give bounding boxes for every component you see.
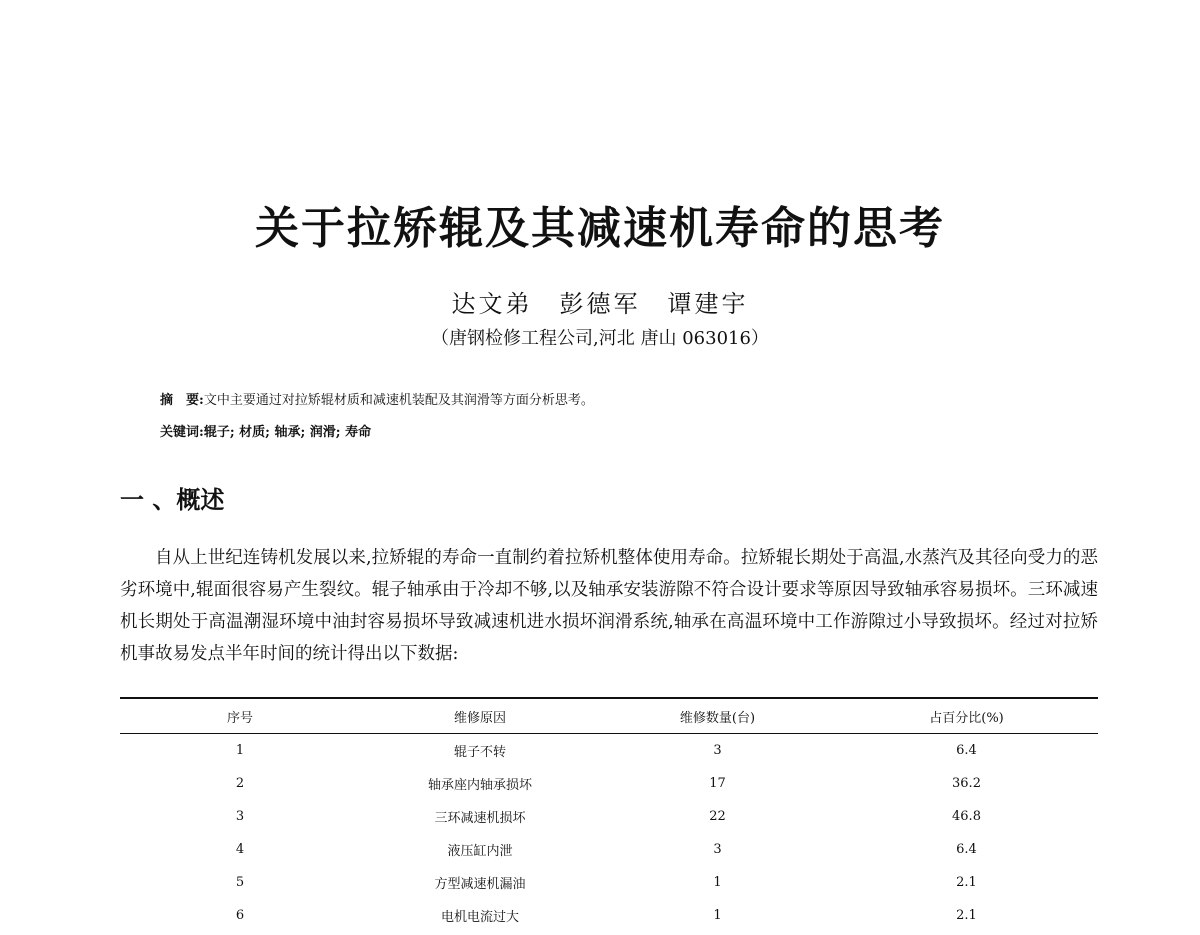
keywords xyxy=(160,421,371,440)
table-row xyxy=(120,866,1098,899)
keywords-label: 关键词: xyxy=(160,425,204,440)
table-cell: 三环减速机损坏 xyxy=(434,811,526,826)
table-cell: 辊子不转 xyxy=(453,745,506,760)
table-cell: 2.1 xyxy=(956,908,977,923)
table-cell: 6.4 xyxy=(956,743,977,758)
paper-title: 关于拉矫辊及其减速机寿命的思考 xyxy=(255,203,945,254)
section-paragraph: 自从上世纪连铸机发展以来,拉矫辊的寿命一直制约着拉矫机整体使用寿命。拉矫辊长期处于高温,水蒸汽及其径向受力的恶劣环境中,辊面很容易产生裂纹。辊子轴承由于冷却不够,以及轴承安装游隙不符合设计要求等原因导致轴承容易损坏。三环减速机长期处于高温潮湿环境中油封容易损坏导致减速机进水损坏润滑系统,轴承在高温环境中工作游隙过小导致损坏。经过对拉矫机事故易发点半年时间的统计得出以下数据: xyxy=(120,548,1098,664)
table-cell: 6.4 xyxy=(956,842,977,857)
table-cell: 1 xyxy=(713,875,722,890)
header-cell: 占百分比(%) xyxy=(929,710,1004,726)
statistics-table xyxy=(120,697,1098,932)
authors: 达文弟 彭德军 谭建宇 xyxy=(451,290,749,318)
abstract xyxy=(160,389,594,408)
table-cell: 2.1 xyxy=(956,875,977,890)
table-cell: 22 xyxy=(709,809,726,824)
table-cell: 3 xyxy=(235,809,245,824)
header-cell: 序号 xyxy=(226,710,253,726)
table-row xyxy=(120,767,1098,800)
table-row xyxy=(120,800,1098,833)
table-cell: 1 xyxy=(713,908,722,923)
abstract-label: 摘 要: xyxy=(160,393,204,408)
header-cell: 维修数量(台) xyxy=(679,710,756,726)
table-cell: 2 xyxy=(235,776,245,791)
section-heading: 一 、概述 xyxy=(120,486,225,514)
affiliation: （唐钢检修工程公司,河北 唐山 063016） xyxy=(431,328,769,349)
table-cell: 电机电流过大 xyxy=(440,910,519,925)
header-cell: 维修原因 xyxy=(453,710,506,726)
keywords-text: 辊子; 材质; 轴承; 润滑; 寿命 xyxy=(203,425,372,440)
table-cell: 3 xyxy=(713,842,722,857)
table-cell: 17 xyxy=(709,776,726,791)
table-cell: 5 xyxy=(235,875,245,890)
table-row xyxy=(120,833,1098,866)
table-cell: 6 xyxy=(235,908,245,923)
table-cell: 方型减速机漏油 xyxy=(434,877,526,892)
table-cell: 液压缸内泄 xyxy=(447,844,513,859)
table-cell: 46.8 xyxy=(952,809,981,824)
table-header-row xyxy=(120,699,1098,733)
abstract-text: 文中主要通过对拉矫辊材质和减速机装配及其润滑等方面分析思考。 xyxy=(203,393,594,408)
table-cell: 36.2 xyxy=(952,776,981,791)
table-row xyxy=(120,899,1098,932)
table-row xyxy=(120,734,1098,767)
table-cell: 轴承座内轴承损坏 xyxy=(427,778,532,793)
table-cell: 3 xyxy=(713,743,722,758)
table-cell: 4 xyxy=(235,842,245,857)
table-cell: 1 xyxy=(235,743,245,758)
